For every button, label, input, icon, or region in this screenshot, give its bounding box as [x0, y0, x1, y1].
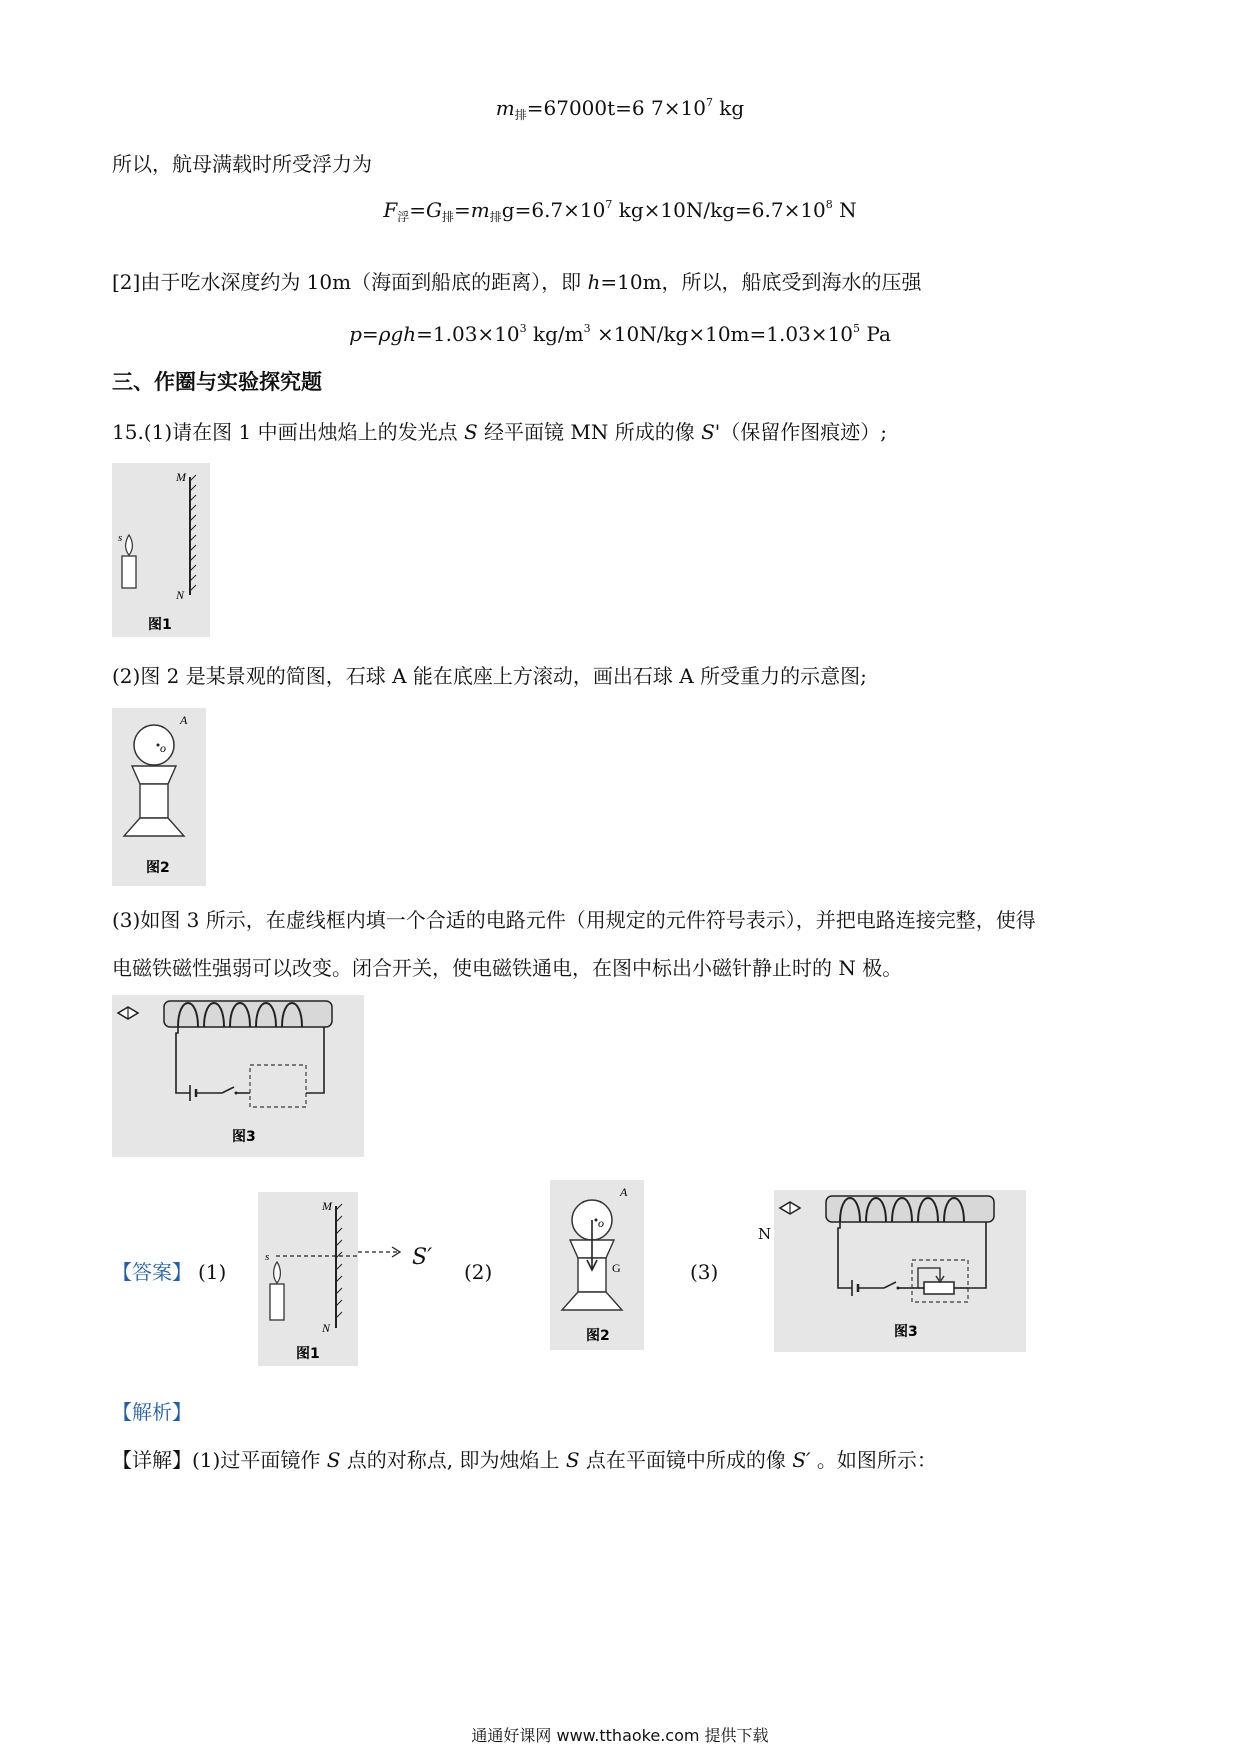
var-s-prime: S'	[701, 420, 721, 444]
text: 经平面镜 MN 所成的像	[477, 420, 702, 444]
var-s: S	[326, 1448, 341, 1472]
question-15-1	[112, 418, 887, 446]
figure-2-stone-ball	[112, 708, 206, 886]
text: [2]由于吃水深度约为 10m（海面到船底的距离），即	[112, 270, 588, 294]
question-15-3-line1: (3)如图 3 所示，在虚线框内填一个合适的电路元件（用规定的元件符号表示），并把电路连接完整，使得	[112, 908, 1036, 932]
answer-part-2-label: (2)	[464, 1260, 493, 1284]
eq-exp: 7	[605, 198, 613, 211]
answer-part-3-label: (3)	[690, 1260, 719, 1284]
label-S: s	[265, 1251, 270, 1263]
eq-eq: =	[454, 198, 471, 222]
label-A: A	[620, 1185, 628, 1199]
eq-rhs: =67000t=6 7×10	[526, 96, 706, 120]
eq-rgh: ρgh	[378, 322, 417, 346]
answer-part-1-label: (1)	[198, 1260, 227, 1284]
label-S: s	[118, 532, 123, 544]
answer-figure-2	[550, 1180, 644, 1350]
var-h: h	[587, 270, 601, 294]
var-s: S	[565, 1448, 580, 1472]
eq-rhs: =1.03×10	[416, 322, 520, 346]
figure-1-mirror	[112, 463, 210, 637]
figure-3-caption: 图3	[894, 1324, 918, 1340]
eq-rhs: ×10N/kg×10m=1.03×10	[590, 322, 854, 346]
text: 15.(1)请在图 1 中画出烛焰上的发光点	[112, 420, 464, 444]
text: (1)过平面镜作	[192, 1448, 327, 1472]
label-O: o	[598, 1216, 604, 1230]
figure-3-caption: 图3	[232, 1129, 256, 1145]
figure-1-caption: 图1	[148, 617, 172, 633]
answer-label: 【答案】	[112, 1260, 192, 1284]
paragraph-depth	[112, 268, 922, 296]
label-M: M	[322, 1199, 332, 1213]
answer-figure-1	[258, 1192, 358, 1366]
equation-mass	[0, 94, 1240, 126]
eq-F: F	[383, 198, 398, 222]
label-N-pole: N	[758, 1225, 772, 1243]
eq-exp: 7	[705, 96, 713, 109]
eq-exp: 5	[853, 322, 861, 335]
question-15-3-line2: 电磁铁磁性强弱可以改变。闭合开关，使电磁铁通电，在图中标出小磁针静止时的 N 极。	[112, 956, 903, 980]
eq-eq: =	[361, 322, 379, 346]
label-O: o	[160, 741, 166, 755]
eq-p: p	[349, 322, 362, 346]
eq-exp: 8	[825, 198, 833, 211]
question-15-2: (2)图 2 是某景观的简图，石球 A 能在底座上方滚动，画出石球 A 所受重力的示意图;	[112, 664, 867, 688]
var-s-prime: S′	[792, 1448, 811, 1472]
text: 点在平面镜中所成的像	[579, 1448, 793, 1472]
figure-1-caption: 图1	[296, 1346, 320, 1362]
label-G: G	[612, 1261, 621, 1275]
label-M: M	[176, 470, 186, 484]
answer-1-ray-extension	[358, 1236, 418, 1276]
eq-rhs: g=6.7×10	[501, 198, 606, 222]
figure-2-caption: 图2	[146, 860, 170, 876]
eq-m: m	[470, 198, 490, 222]
page-footer: 通通好课网 www.tthaoke.com 提供下载	[471, 1726, 769, 1745]
label-S-prime: S′	[412, 1245, 433, 1270]
equation-force	[0, 196, 1240, 228]
eq-G: G	[426, 198, 443, 222]
eq-rhs: Pa	[860, 322, 891, 346]
label-N: N	[176, 588, 185, 602]
eq-var: m	[495, 96, 515, 120]
label-A: A	[180, 713, 188, 727]
eq-sub: 排	[514, 108, 527, 122]
eq-exp: 3	[583, 322, 591, 335]
eq-G-sub: 排	[442, 210, 455, 224]
text: =10m，所以，船底受到海水的压强	[600, 270, 922, 294]
text: （保留作图痕迹）;	[720, 420, 888, 444]
label-N: N	[322, 1321, 331, 1335]
figure-3-electromagnet	[112, 995, 364, 1157]
analysis-label: 【解析】	[112, 1400, 192, 1424]
eq-m-sub: 排	[489, 210, 502, 224]
text: 点的对称点, 即为烛焰上	[340, 1448, 566, 1472]
figure-2-caption: 图2	[586, 1328, 610, 1344]
eq-F-sub: 浮	[397, 210, 410, 224]
section-heading: 三、作圈与实验探究题	[112, 370, 322, 394]
paragraph-so: 所以，航母满载时所受浮力为	[112, 152, 372, 176]
answer-figure-3	[774, 1190, 1026, 1352]
eq-rhs: kg/m	[526, 322, 584, 346]
detail-label: 【详解】	[112, 1448, 192, 1472]
eq-unit: kg	[712, 96, 745, 120]
eq-eq: =	[409, 198, 427, 222]
eq-rhs: N	[832, 198, 857, 222]
text: 。如图所示：	[810, 1448, 937, 1472]
detail-paragraph	[112, 1446, 937, 1474]
var-s: S	[463, 420, 478, 444]
eq-exp: 3	[519, 322, 527, 335]
equation-pressure	[0, 320, 1240, 352]
eq-rhs: kg×10N/kg=6.7×10	[612, 198, 826, 222]
